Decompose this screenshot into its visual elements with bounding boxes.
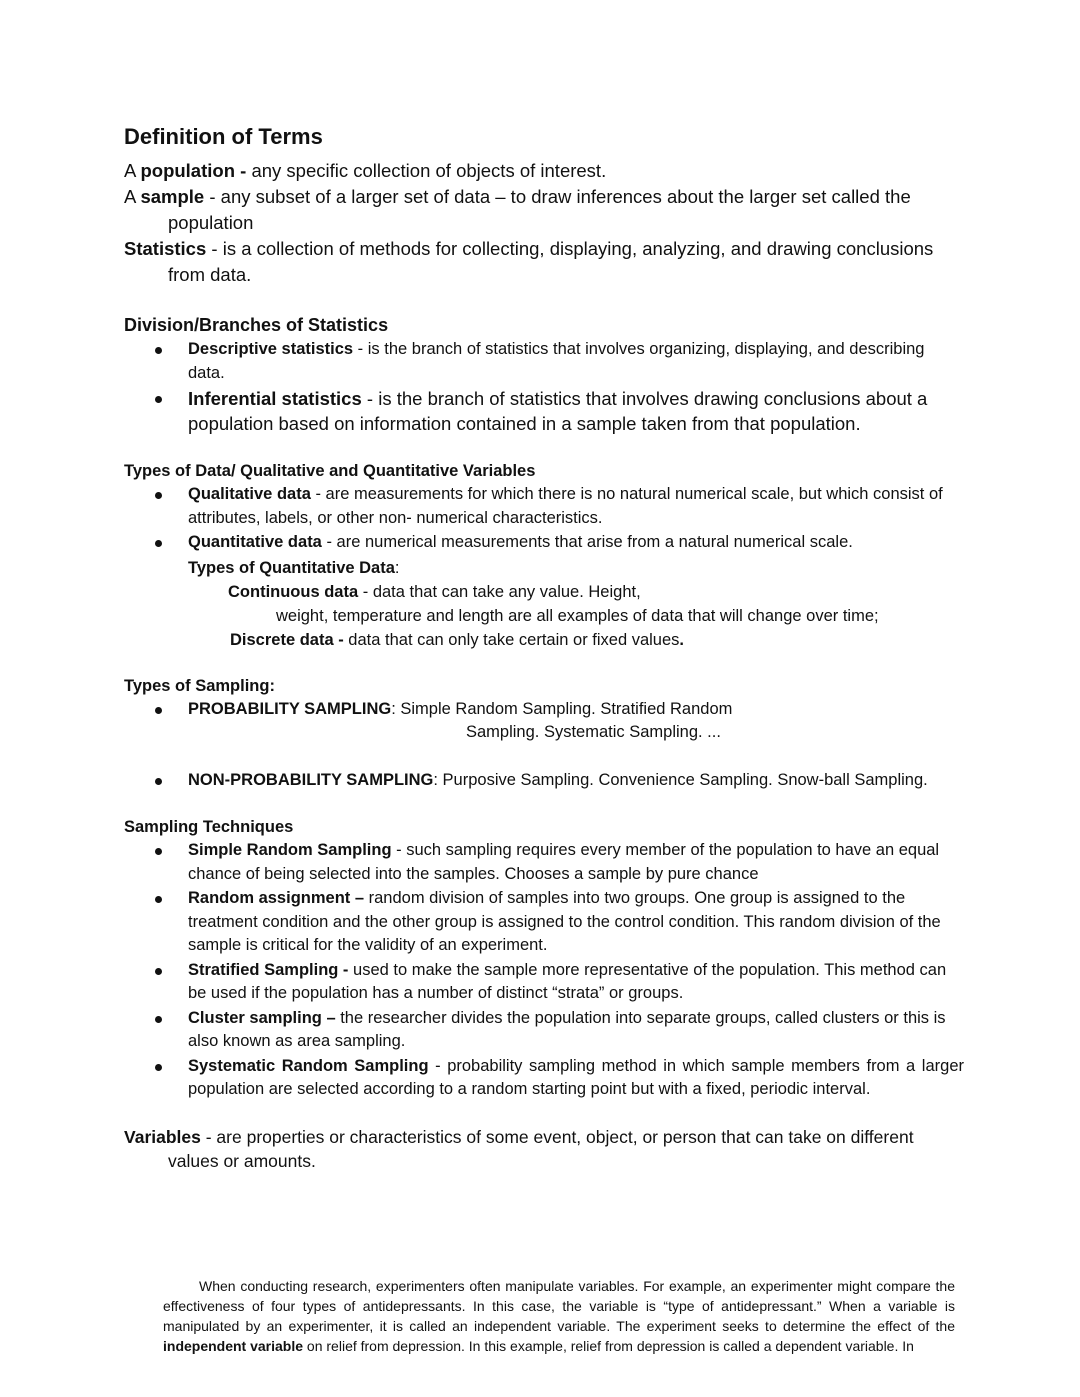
- techniques-list: [124, 839, 964, 1102]
- list-item: Stratified Sampling - used to make the sample more representative of the population. This method can be used if the population has a number of distinct “strata” or groups.: [124, 959, 964, 1006]
- list-item: Quantitative data - are numerical measurements that arise from a natural numerical scale.: [124, 531, 964, 555]
- data-types-list: [124, 483, 964, 555]
- bullet-icon: [155, 1016, 162, 1023]
- bullet-icon: [155, 968, 162, 975]
- techniques-heading: Sampling Techniques: [124, 818, 294, 836]
- quantitative-types-label: Types of Quantitative Data:: [188, 558, 400, 577]
- research-paragraph: When conducting research, experimenters often manipulate variables. For example, an experimenter might compare the effectiveness of four types of antidepressants. In this case, the variable is “type of antidepressant.” When a variable is manipulated by an experimenter, it is called an independent variable. The experiment seeks to determine the effect of the independent variable on relief from depression. In this example, relief from depression is called a dependent variable. In: [163, 1278, 955, 1354]
- bullet-icon: [155, 1064, 162, 1071]
- continuous-data-definition: Continuous data - data that can take any value. Height, weight, temperature and length are all examples of data that will change over time;: [228, 582, 879, 625]
- data-types-heading: Types of Data/ Qualitative and Quantitative Variables: [124, 462, 536, 480]
- discrete-data-definition: Discrete data - data that can only take certain or fixed values.: [230, 630, 685, 649]
- bullet-icon: [155, 848, 162, 855]
- list-item: Descriptive statistics - is the branch of statistics that involves organizing, displaying, and describing data.: [124, 338, 964, 385]
- bullet-icon: [155, 540, 162, 547]
- sampling-types-list: [124, 698, 964, 793]
- definition-variables: Variables - are properties or characteristics of some event, object, or person that can take on different values or amounts.: [124, 1126, 914, 1171]
- list-item: NON-PROBABILITY SAMPLING: Purposive Sampling. Convenience Sampling. Snow-ball Sampling.: [124, 769, 964, 793]
- bullet-icon: [155, 707, 162, 714]
- definition-population: A population - any specific collection of objects of interest.: [124, 160, 607, 181]
- bullet-icon: [155, 492, 162, 499]
- definition-statistics: Statistics - is a collection of methods for collecting, displaying, analyzing, and drawing conclusions from data.: [124, 238, 934, 285]
- list-item: Random assignment – random division of samples into two groups. One group is assigned to the treatment condition and the other group is assigned to the control condition. This random division of the sample is critical for the validity of an experiment.: [124, 887, 964, 958]
- page-title: Definition of Terms: [124, 124, 323, 149]
- definition-sample: A sample - any subset of a larger set of data – to draw inferences about the larger set called the population: [124, 186, 911, 233]
- list-item: Inferential statistics - is the branch of statistics that involves drawing conclusions about a population based on information contained in a sample taken from that population.: [124, 386, 964, 436]
- branches-heading: Division/Branches of Statistics: [124, 315, 389, 335]
- list-item: PROBABILITY SAMPLING: Simple Random Sampling. Stratified Random Sampling. Systematic Sampling. ...: [124, 698, 964, 745]
- branches-list: [124, 338, 964, 436]
- list-item: Qualitative data - are measurements for which there is no natural numerical scale, but which consist of attributes, labels, or other non- numerical characteristics.: [124, 483, 964, 530]
- list-item: Systematic Random Sampling - probability sampling method in which sample members from a larger population are selected according to a random starting point but with a fixed, periodic interval.: [124, 1055, 964, 1102]
- bullet-icon: [155, 778, 162, 785]
- bullet-icon: [155, 347, 162, 354]
- bullet-icon: [155, 396, 162, 403]
- document-body: [124, 122, 964, 1173]
- bullet-icon: [155, 896, 162, 903]
- sampling-types-heading: Types of Sampling:: [124, 676, 275, 695]
- list-item: Simple Random Sampling - such sampling requires every member of the population to have an equal chance of being selected into the samples. Chooses a sample by pure chance: [124, 839, 964, 886]
- list-item: Cluster sampling – the researcher divides the population into separate groups, called clusters or this is also known as area sampling.: [124, 1007, 964, 1054]
